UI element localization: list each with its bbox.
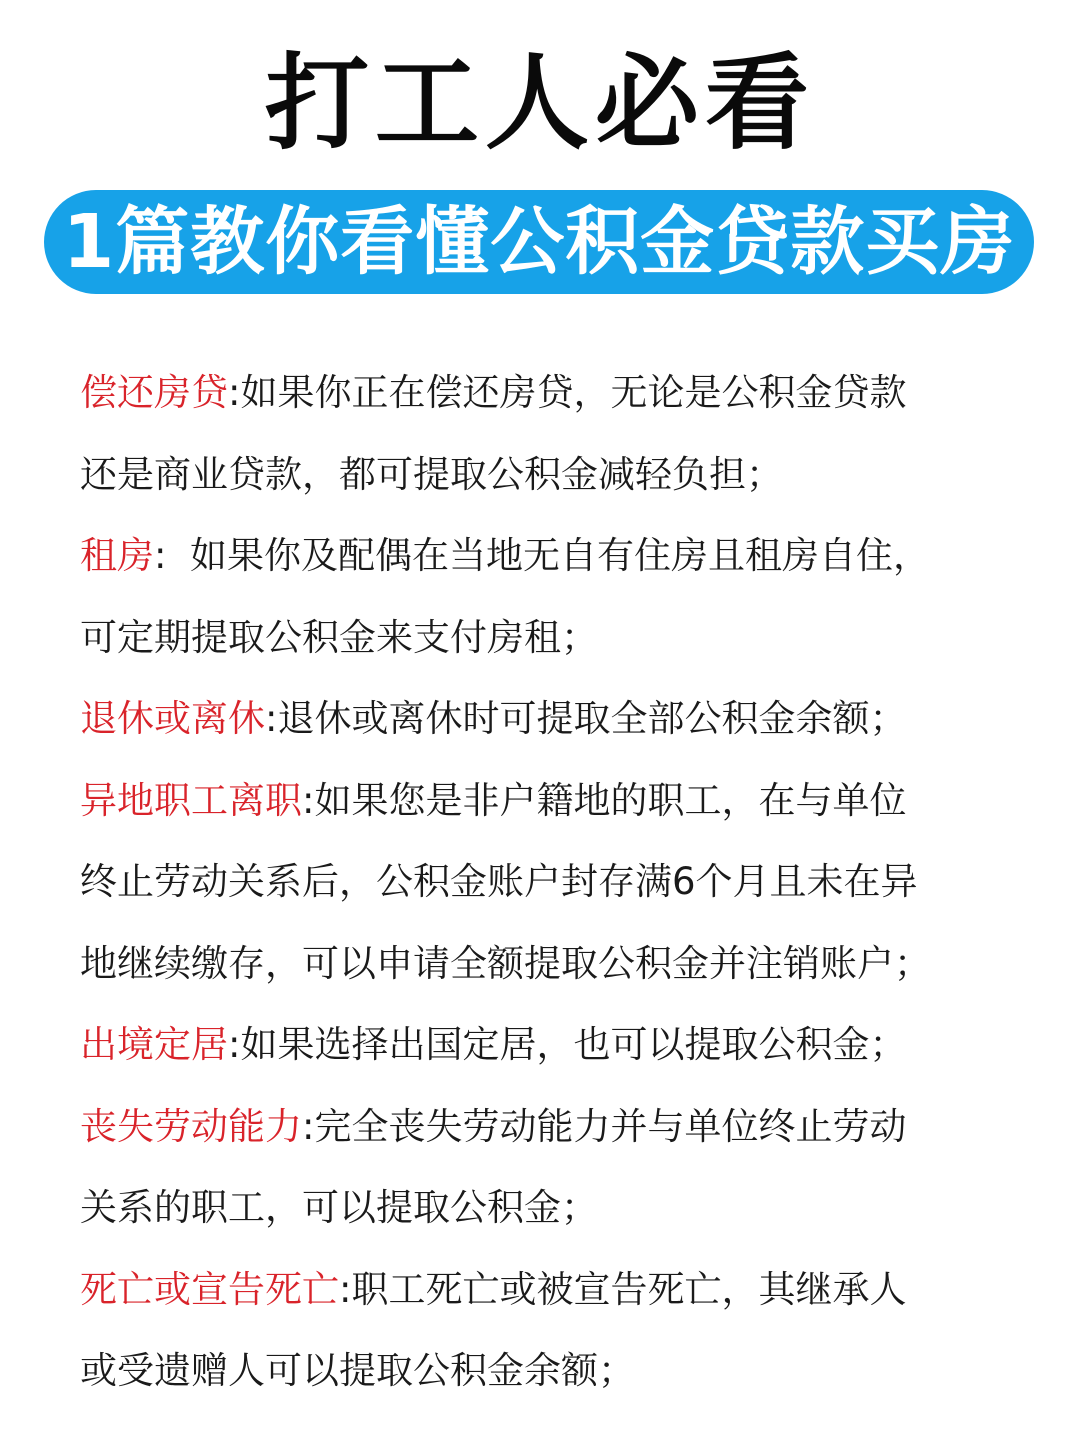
- subtitle-banner: [44, 190, 1034, 294]
- page-title: 打工人必看: [264, 42, 815, 164]
- item-text-line: 完全丧失劳动能力并与单位终止劳动: [314, 1104, 907, 1148]
- item-separator: :: [302, 778, 315, 822]
- item-label: 退休或离休: [80, 697, 265, 740]
- item-separator: :: [339, 1267, 352, 1311]
- list-item-repay-loan: [80, 352, 1010, 515]
- item-text-line: 地继续缴存，可以申请全额提取公积金并注销账户；: [80, 941, 931, 985]
- item-separator: :: [228, 371, 241, 414]
- item-text-line: 如果你及配偶在当地无自有住房且租房自住，: [190, 534, 930, 577]
- list-item-death: [80, 1249, 1010, 1412]
- list-item-rent: [80, 515, 1010, 678]
- list-item-nonlocal-resign: [80, 760, 1010, 1005]
- item-text-line: 或受遗赠人可以提取公积金余额；: [80, 1349, 635, 1392]
- list-item-disability: [80, 1086, 1010, 1249]
- item-separator: :: [302, 1104, 315, 1148]
- item-label: 异地职工离职: [80, 778, 302, 822]
- item-label: 出境定居: [80, 1023, 228, 1066]
- item-text-line: 如果选择出国定居，也可以提取公积金；: [240, 1023, 907, 1066]
- item-text-line: 如果你正在偿还房贷，无论是公积金贷款: [240, 371, 907, 414]
- item-text-line: 职工死亡或被宣告死亡，其继承人: [351, 1267, 907, 1311]
- item-label: 租房: [80, 534, 154, 577]
- item-text-line: 退休或离休时可提取全部公积金余额；: [277, 697, 907, 740]
- subtitle-text: 1篇教你看懂公积金贷款买房: [62, 199, 1016, 285]
- list-item-retirement: [80, 678, 1010, 760]
- item-separator: :: [228, 1023, 241, 1066]
- item-text-line: 可定期提取公积金来支付房租；: [80, 615, 598, 659]
- item-label: 死亡或宣告死亡: [80, 1267, 339, 1311]
- item-separator: :: [265, 697, 278, 740]
- item-text-line: 关系的职工，可以提取公积金；: [80, 1186, 598, 1229]
- item-text-line: 还是商业贷款，都可提取公积金减轻负担；: [80, 452, 783, 496]
- item-separator: :: [154, 534, 190, 577]
- list-item-emigrate: [80, 1004, 1010, 1086]
- withdrawal-list: [80, 352, 1010, 1412]
- item-label: 丧失劳动能力: [80, 1104, 302, 1148]
- item-text-line: 如果您是非户籍地的职工，在与单位: [314, 778, 907, 822]
- item-label: 偿还房贷: [80, 371, 228, 414]
- item-text-line: 终止劳动关系后，公积金账户封存满6个月且未在异: [80, 860, 918, 903]
